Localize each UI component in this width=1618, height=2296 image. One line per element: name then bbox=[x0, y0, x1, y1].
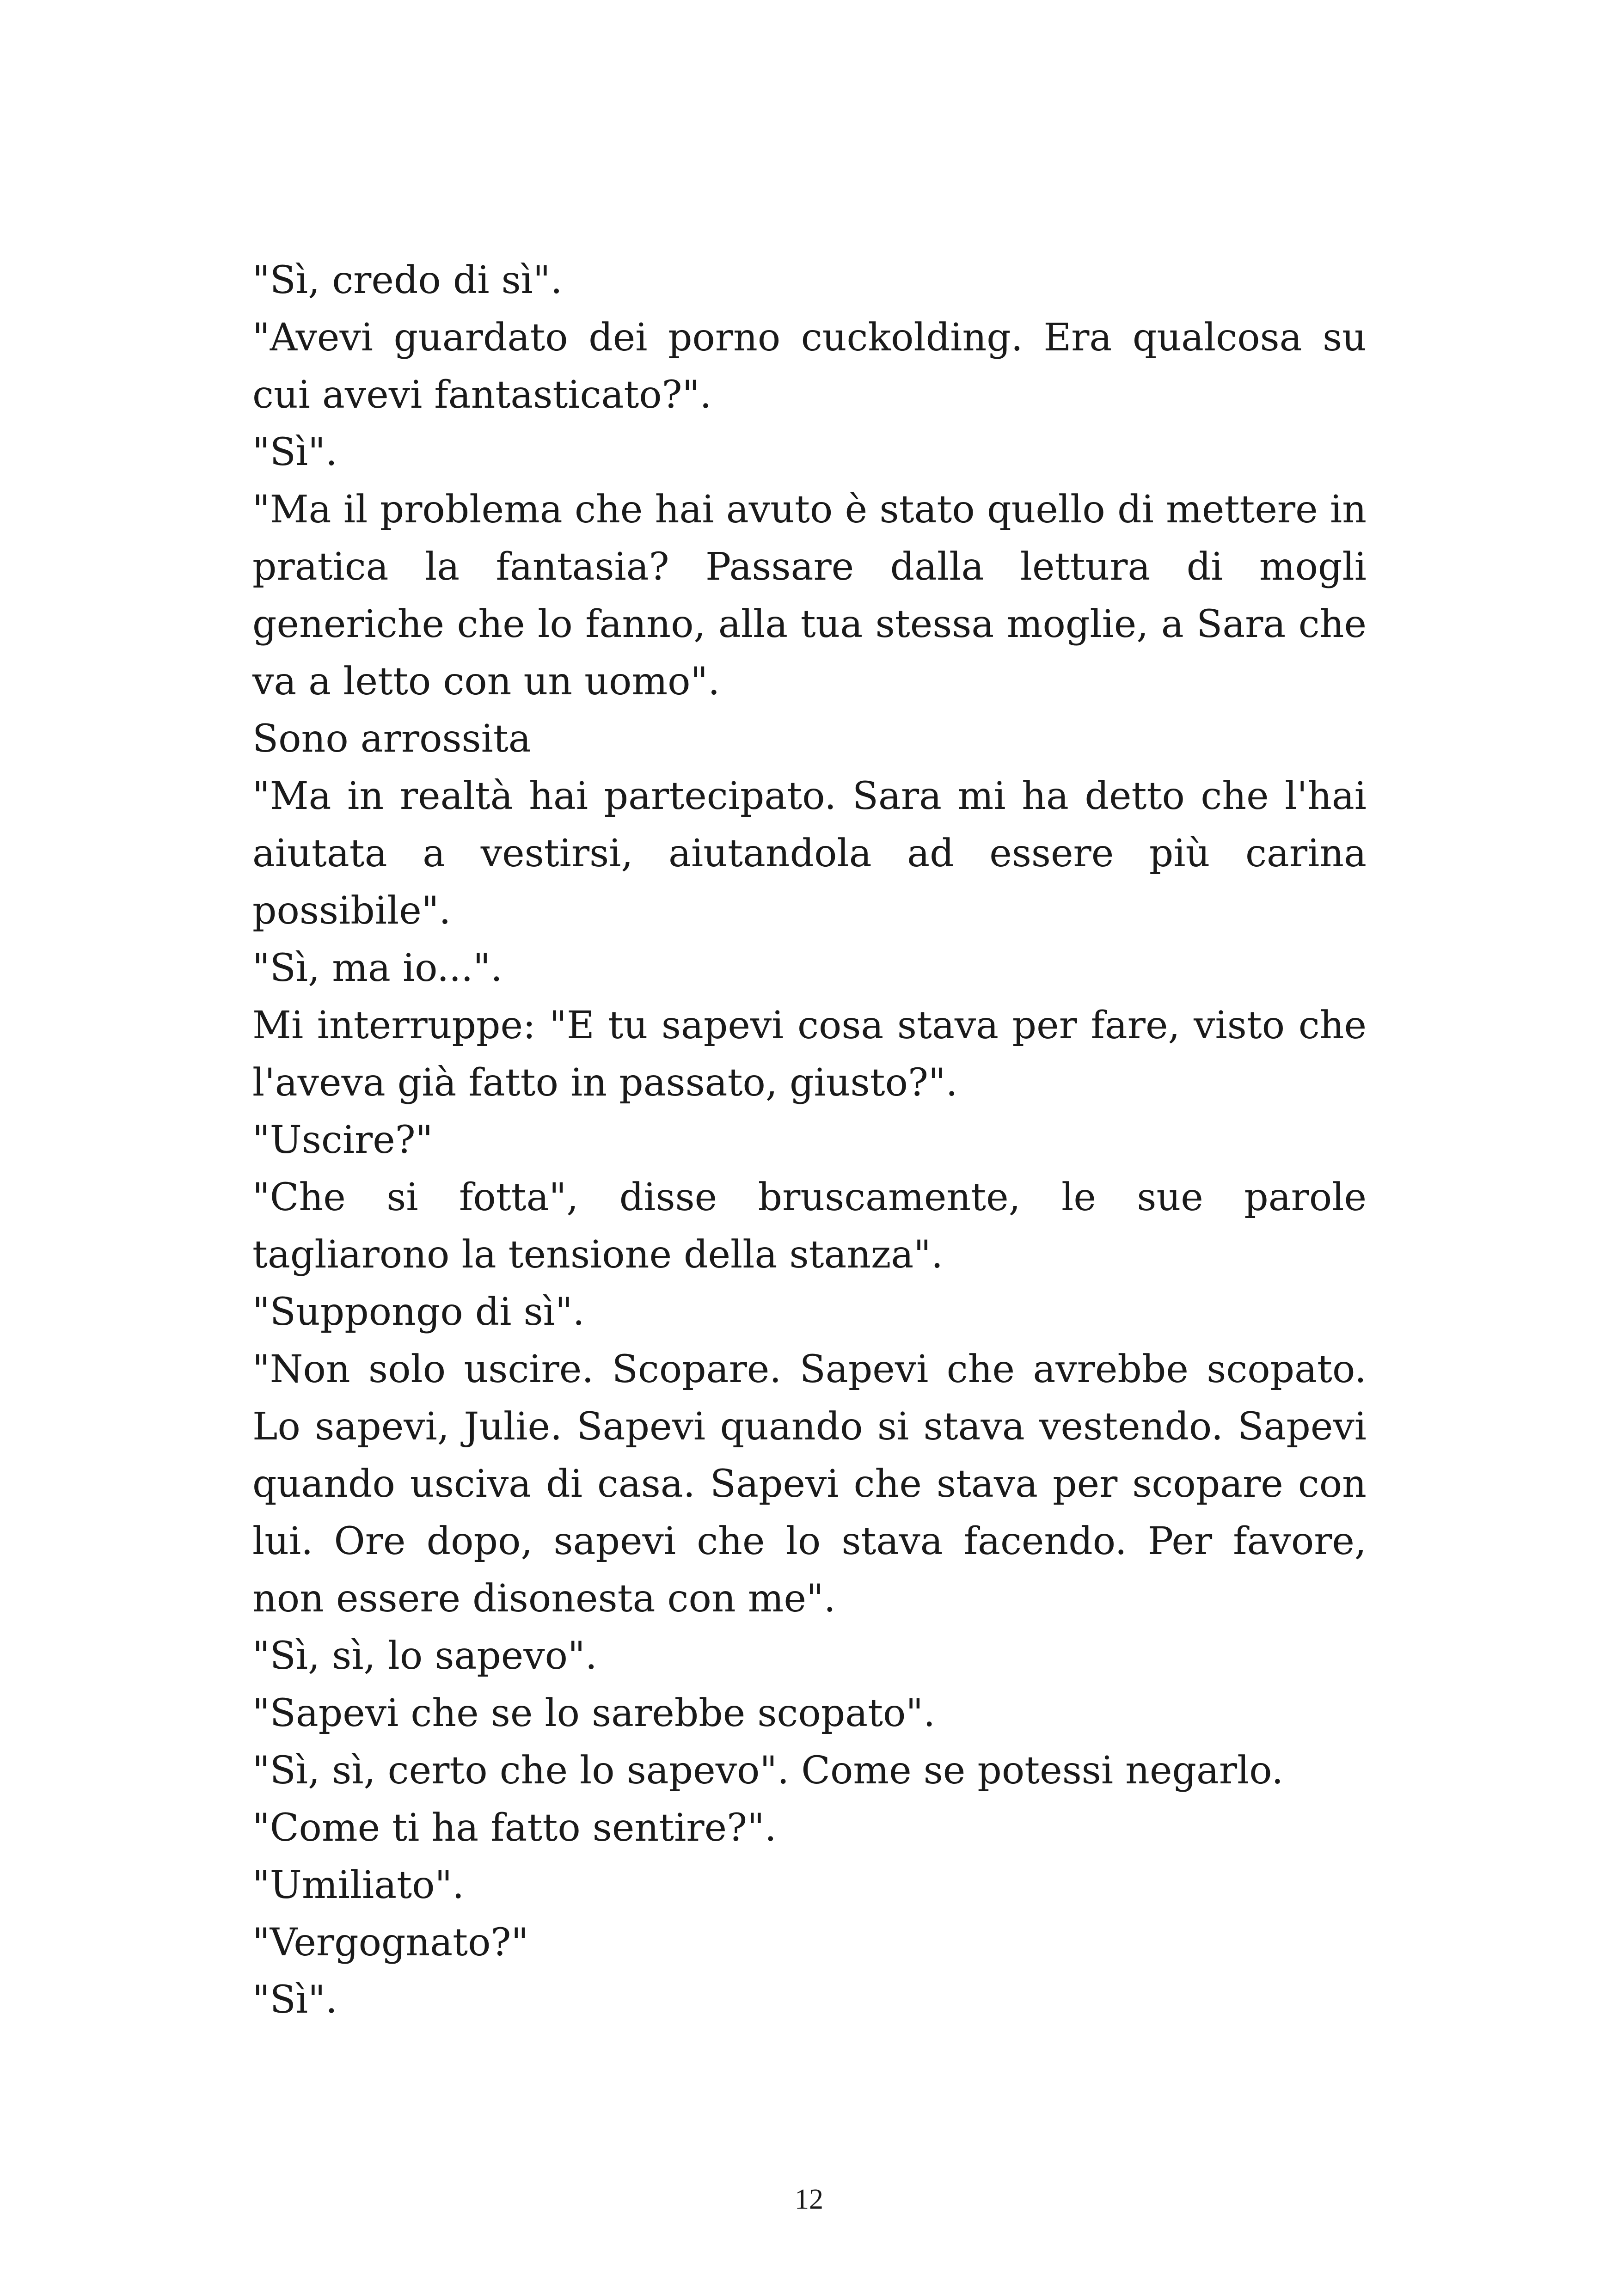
paragraph: "Umiliato". bbox=[252, 1863, 465, 1907]
paragraph: "Uscire?" bbox=[252, 1118, 433, 1162]
paragraph: "Sì, credo di sì". bbox=[252, 258, 563, 302]
paragraph: "Che si fotta", disse bruscamente, le sue parole tagliarono la tensione della stanza". bbox=[252, 1176, 1367, 1277]
paragraph: "Avevi guardato dei porno cuckolding. Era qualcosa su cui avevi fantasticato?". bbox=[252, 316, 1367, 417]
paragraph: "Ma il problema che hai avuto è stato quello di mettere in pratica la fantasia? Passare dalla lettura di mogli generiche che lo fanno, alla tua stessa moglie, a Sara che va a letto con un uomo". bbox=[252, 488, 1367, 704]
paragraph: "Sì, sì, certo che lo sapevo". Come se potessi negarlo. bbox=[252, 1749, 1284, 1793]
paragraph: "Sì". bbox=[252, 430, 337, 474]
page-number: 12 bbox=[795, 2184, 823, 2215]
paragraph: Sono arrossita bbox=[252, 717, 531, 761]
paragraph: "Sì, sì, lo sapevo". bbox=[252, 1634, 597, 1678]
paragraph: Mi interruppe: "E tu sapevi cosa stava per fare, visto che l'aveva già fatto in passato, giusto?". bbox=[252, 1004, 1367, 1105]
paragraph: "Sì". bbox=[252, 1978, 337, 2022]
paragraph: "Suppongo di sì". bbox=[252, 1290, 585, 1334]
paragraph: "Non solo uscire. Scopare. Sapevi che avrebbe scopato. Lo sapevi, Julie. Sapevi quando si stava vestendo. Sapevi quando usciva di casa. Sapevi che stava per scopare con lui. Ore dopo, sapevi che lo stava facendo. Per favore, non essere disonesta con me". bbox=[252, 1347, 1367, 1621]
paragraph: "Ma in realtà hai partecipato. Sara mi ha detto che l'hai aiutata a vestirsi, aiutandola ad essere più carina possibile". bbox=[252, 774, 1367, 933]
paragraph: "Vergognato?" bbox=[252, 1921, 529, 1965]
paragraph: "Sì, ma io...". bbox=[252, 946, 503, 990]
body-text bbox=[252, 252, 1367, 2029]
paragraph: "Sapevi che se lo sarebbe scopato". bbox=[252, 1691, 936, 1735]
paragraph: "Come ti ha fatto sentire?". bbox=[252, 1806, 777, 1850]
